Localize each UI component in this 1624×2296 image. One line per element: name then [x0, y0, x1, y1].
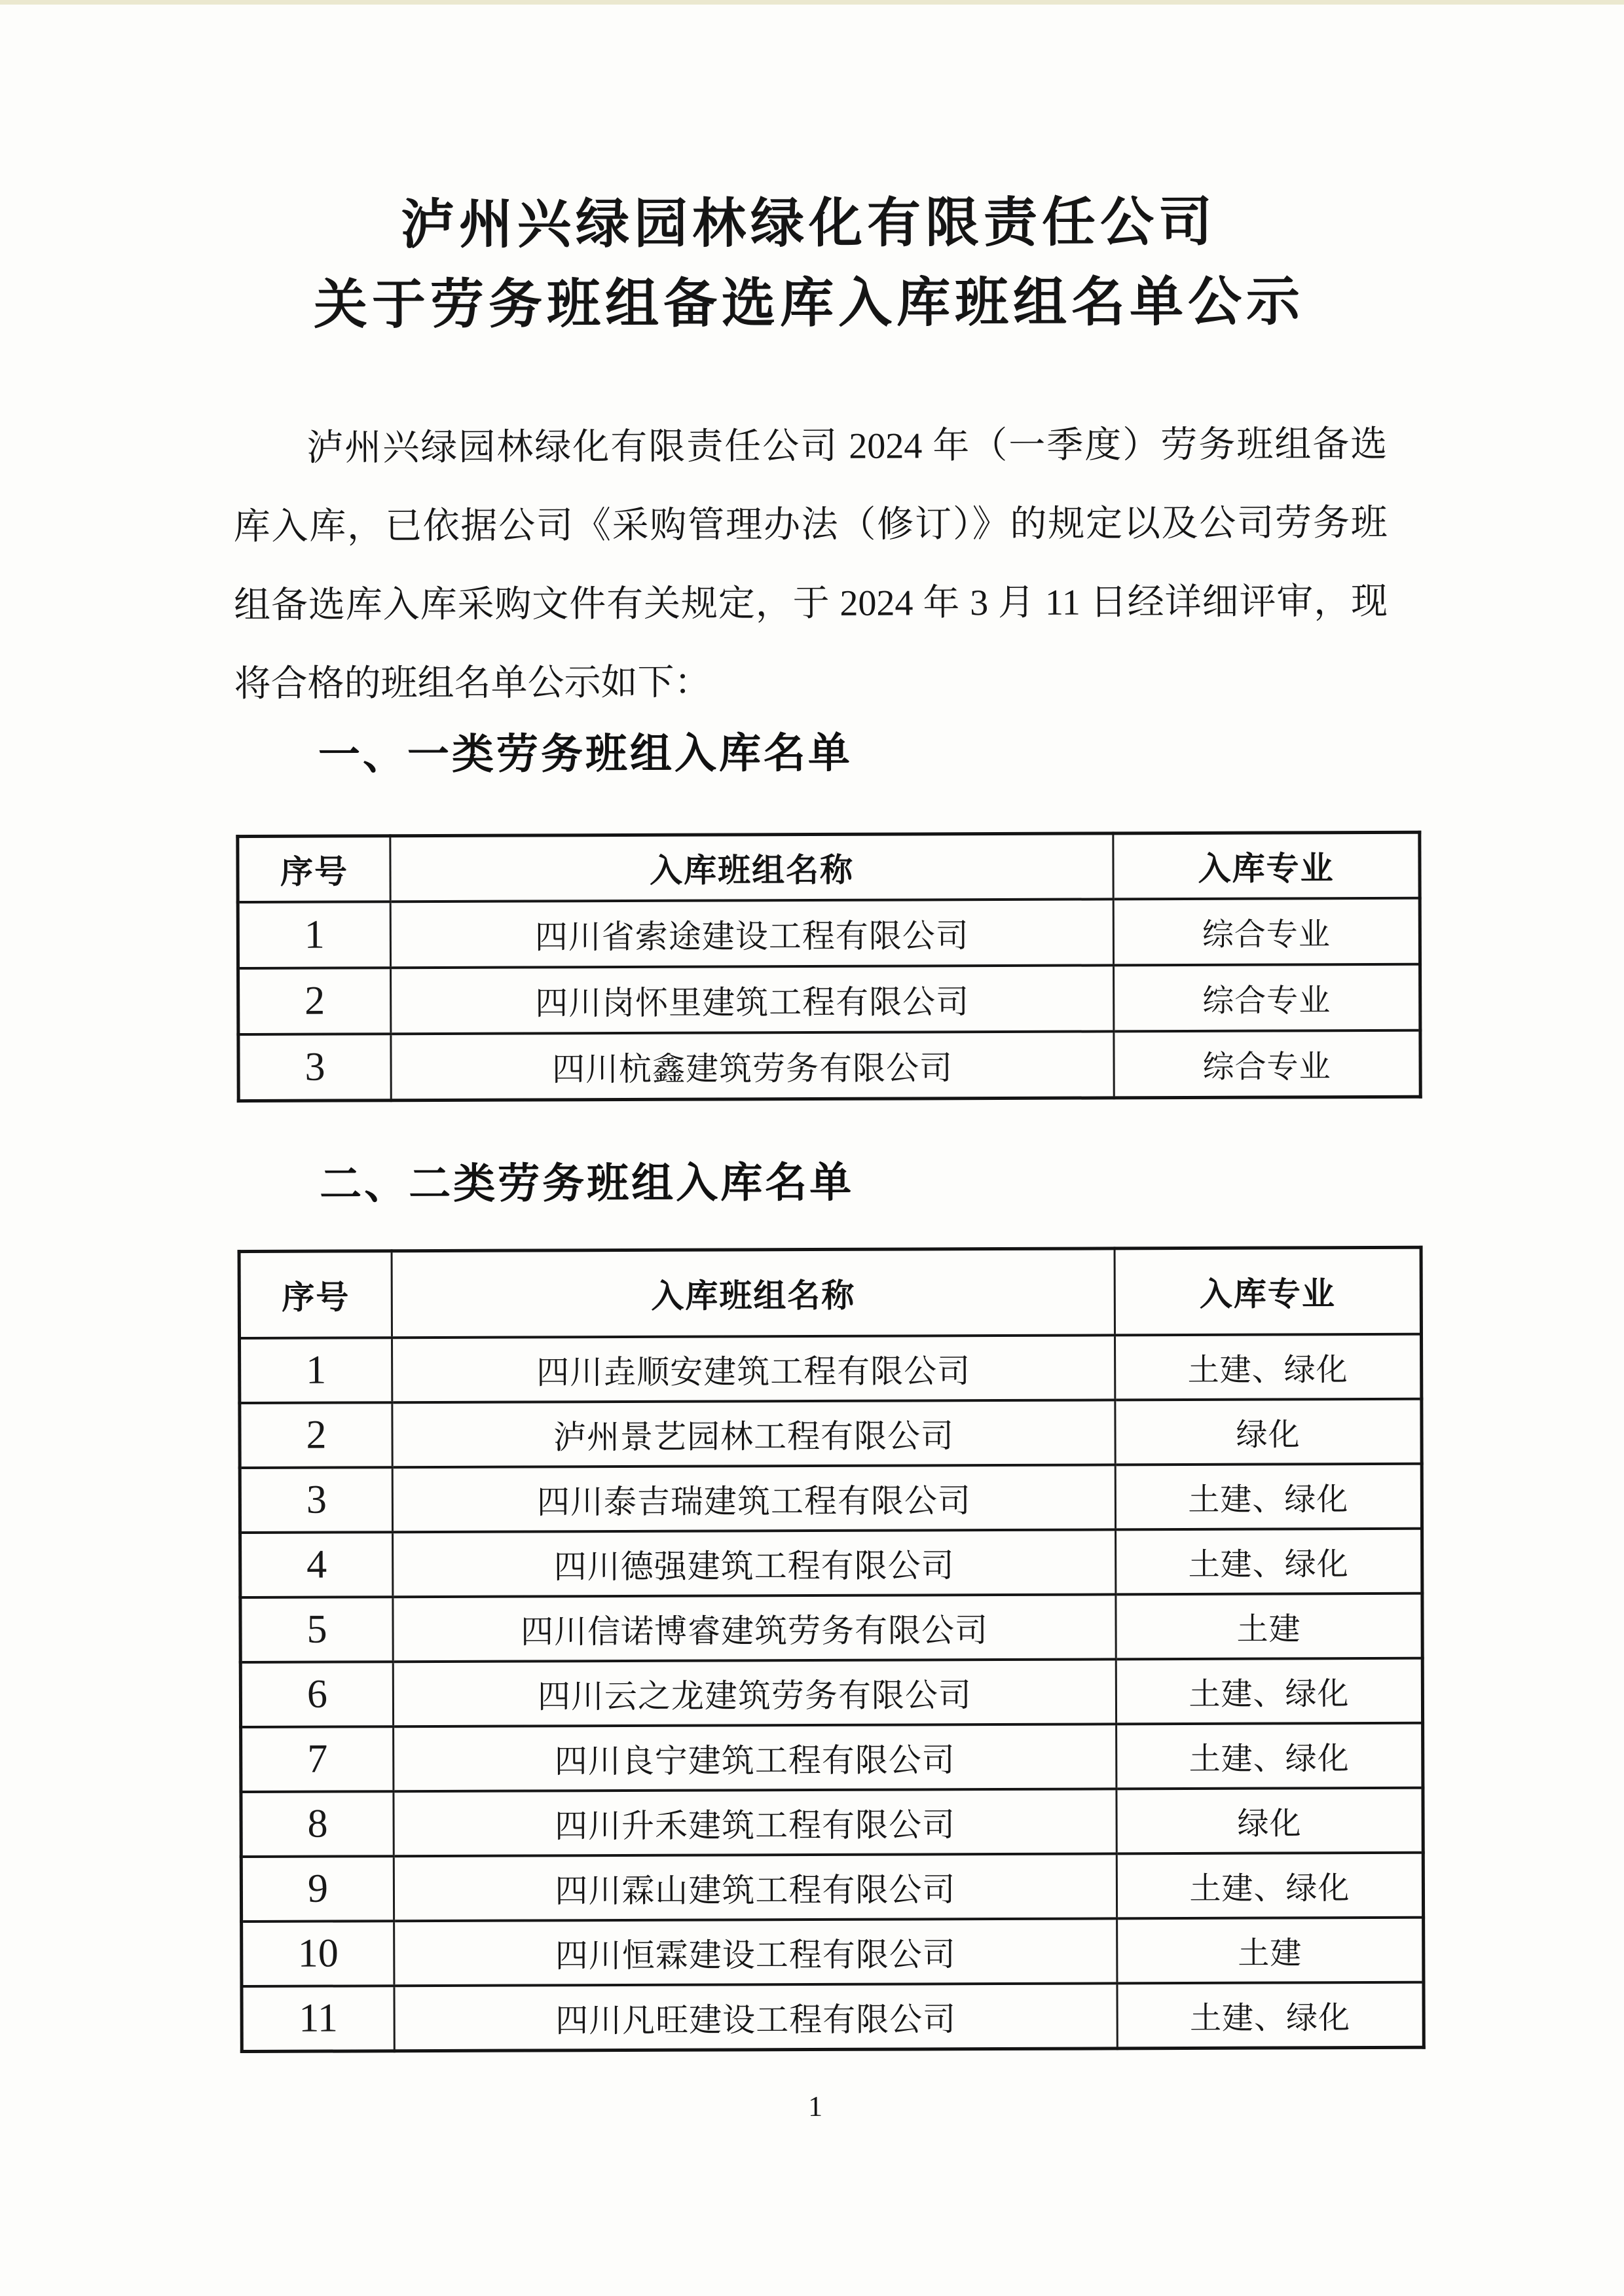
row-no: 6: [240, 1662, 393, 1727]
table-row: [240, 1529, 1422, 1597]
row-no: 10: [242, 1921, 394, 1986]
table2-header-specialty: 入库专业: [1115, 1247, 1421, 1335]
row-no: 8: [241, 1791, 394, 1857]
table-row: [240, 1399, 1422, 1468]
table-row: [241, 1853, 1423, 1922]
table-row: [240, 1334, 1422, 1403]
row-no: 4: [240, 1532, 393, 1597]
table-row: [240, 1658, 1422, 1727]
row-no: 7: [241, 1726, 394, 1792]
row-specialty: 土建、绿化: [1117, 1982, 1424, 2049]
table-row: [241, 1788, 1423, 1857]
row-no: 2: [238, 968, 391, 1034]
row-no: 11: [242, 1986, 394, 2051]
row-no: 3: [240, 1467, 392, 1533]
table2-header-no: 序号: [239, 1251, 392, 1338]
table2-header-name: 入库班组名称: [392, 1248, 1115, 1338]
table1-header-name: 入库班组名称: [390, 833, 1113, 902]
row-specialty: 土建、绿化: [1116, 1529, 1422, 1595]
section1-roster-table: [236, 831, 1422, 1102]
table-row: [242, 1982, 1424, 2052]
table-row: [238, 964, 1420, 1034]
row-company-name: 四川德强建筑工程有限公司: [393, 1529, 1116, 1597]
row-company-name: 四川凡旺建设工程有限公司: [394, 1983, 1117, 2050]
row-company-name: 四川升禾建筑工程有限公司: [394, 1789, 1116, 1856]
row-specialty: 综合专业: [1114, 1030, 1420, 1098]
paragraph-line-2: 库入库，已依据公司《采购管理办法（修订）》的规定以及公司劳务班: [233, 502, 1388, 548]
row-company-name: 四川杭鑫建筑劳务有限公司: [391, 1031, 1114, 1100]
row-no: 1: [240, 1338, 392, 1403]
table1-header-row: [238, 832, 1420, 902]
row-company-name: 四川泰吉瑞建筑工程有限公司: [392, 1465, 1115, 1532]
row-specialty: 综合专业: [1113, 898, 1420, 966]
section2-roster-table: [238, 1246, 1426, 2053]
row-specialty: 土建、绿化: [1116, 1658, 1422, 1724]
row-specialty: 土建、绿化: [1115, 1464, 1422, 1530]
row-specialty: 综合专业: [1114, 964, 1420, 1032]
page-number: 1: [808, 2090, 823, 2123]
row-specialty: 绿化: [1116, 1788, 1423, 1854]
table-row: [241, 1723, 1423, 1792]
row-company-name: 四川省索途建设工程有限公司: [390, 899, 1113, 968]
row-company-name: 四川良宁建筑工程有限公司: [394, 1724, 1116, 1791]
table1-header-no: 序号: [238, 836, 390, 902]
document-title-line2: 关于劳务班组备选库入库班组名单公示: [313, 272, 1305, 335]
row-company-name: 泸州景艺园林工程有限公司: [392, 1400, 1115, 1467]
row-no: 2: [240, 1402, 392, 1468]
row-specialty: 绿化: [1115, 1399, 1422, 1465]
row-specialty: 土建: [1117, 1918, 1424, 1984]
paragraph-line-3: 组备选库入库采购文件有关规定，于 2024 年 3 月 11 日经详细评审，现: [233, 581, 1388, 627]
table-row: [240, 1464, 1422, 1533]
row-specialty: 土建、绿化: [1116, 1853, 1423, 1919]
row-no: 5: [240, 1597, 393, 1662]
table-row: [242, 1918, 1424, 1986]
paragraph-line-1: 泸州兴绿园林绿化有限责任公司 2024 年（一季度）劳务班组备选: [306, 424, 1388, 469]
row-no: 3: [238, 1034, 391, 1101]
row-no: 1: [238, 902, 390, 968]
row-company-name: 四川岗怀里建筑工程有限公司: [391, 965, 1114, 1034]
row-company-name: 四川垚顺安建筑工程有限公司: [392, 1335, 1115, 1402]
intro-paragraph: [233, 405, 1388, 723]
row-company-name: 四川云之龙建筑劳务有限公司: [393, 1659, 1116, 1726]
table-row: [240, 1594, 1422, 1662]
row-specialty: 土建: [1116, 1594, 1422, 1660]
row-no: 9: [241, 1856, 394, 1922]
section1-heading: 一、一类劳务班组入库名单: [318, 729, 853, 778]
row-specialty: 土建、绿化: [1115, 1334, 1422, 1400]
table2-header-row: [239, 1247, 1421, 1338]
row-specialty: 土建、绿化: [1116, 1723, 1423, 1789]
paragraph-line-4: 将合格的班组名单公示如下：: [234, 662, 711, 705]
row-company-name: 四川霖山建筑工程有限公司: [394, 1853, 1116, 1921]
table-row: [238, 898, 1420, 968]
section2-heading: 二、二类劳务班组入库名单: [320, 1158, 855, 1208]
row-company-name: 四川信诺博睿建筑劳务有限公司: [393, 1594, 1116, 1662]
table1-header-specialty: 入库专业: [1113, 832, 1420, 899]
document-title-line1: 泸州兴绿园林绿化有限责任公司: [400, 192, 1217, 255]
table-row: [238, 1030, 1420, 1101]
row-company-name: 四川恒霖建设工程有限公司: [394, 1918, 1117, 1986]
